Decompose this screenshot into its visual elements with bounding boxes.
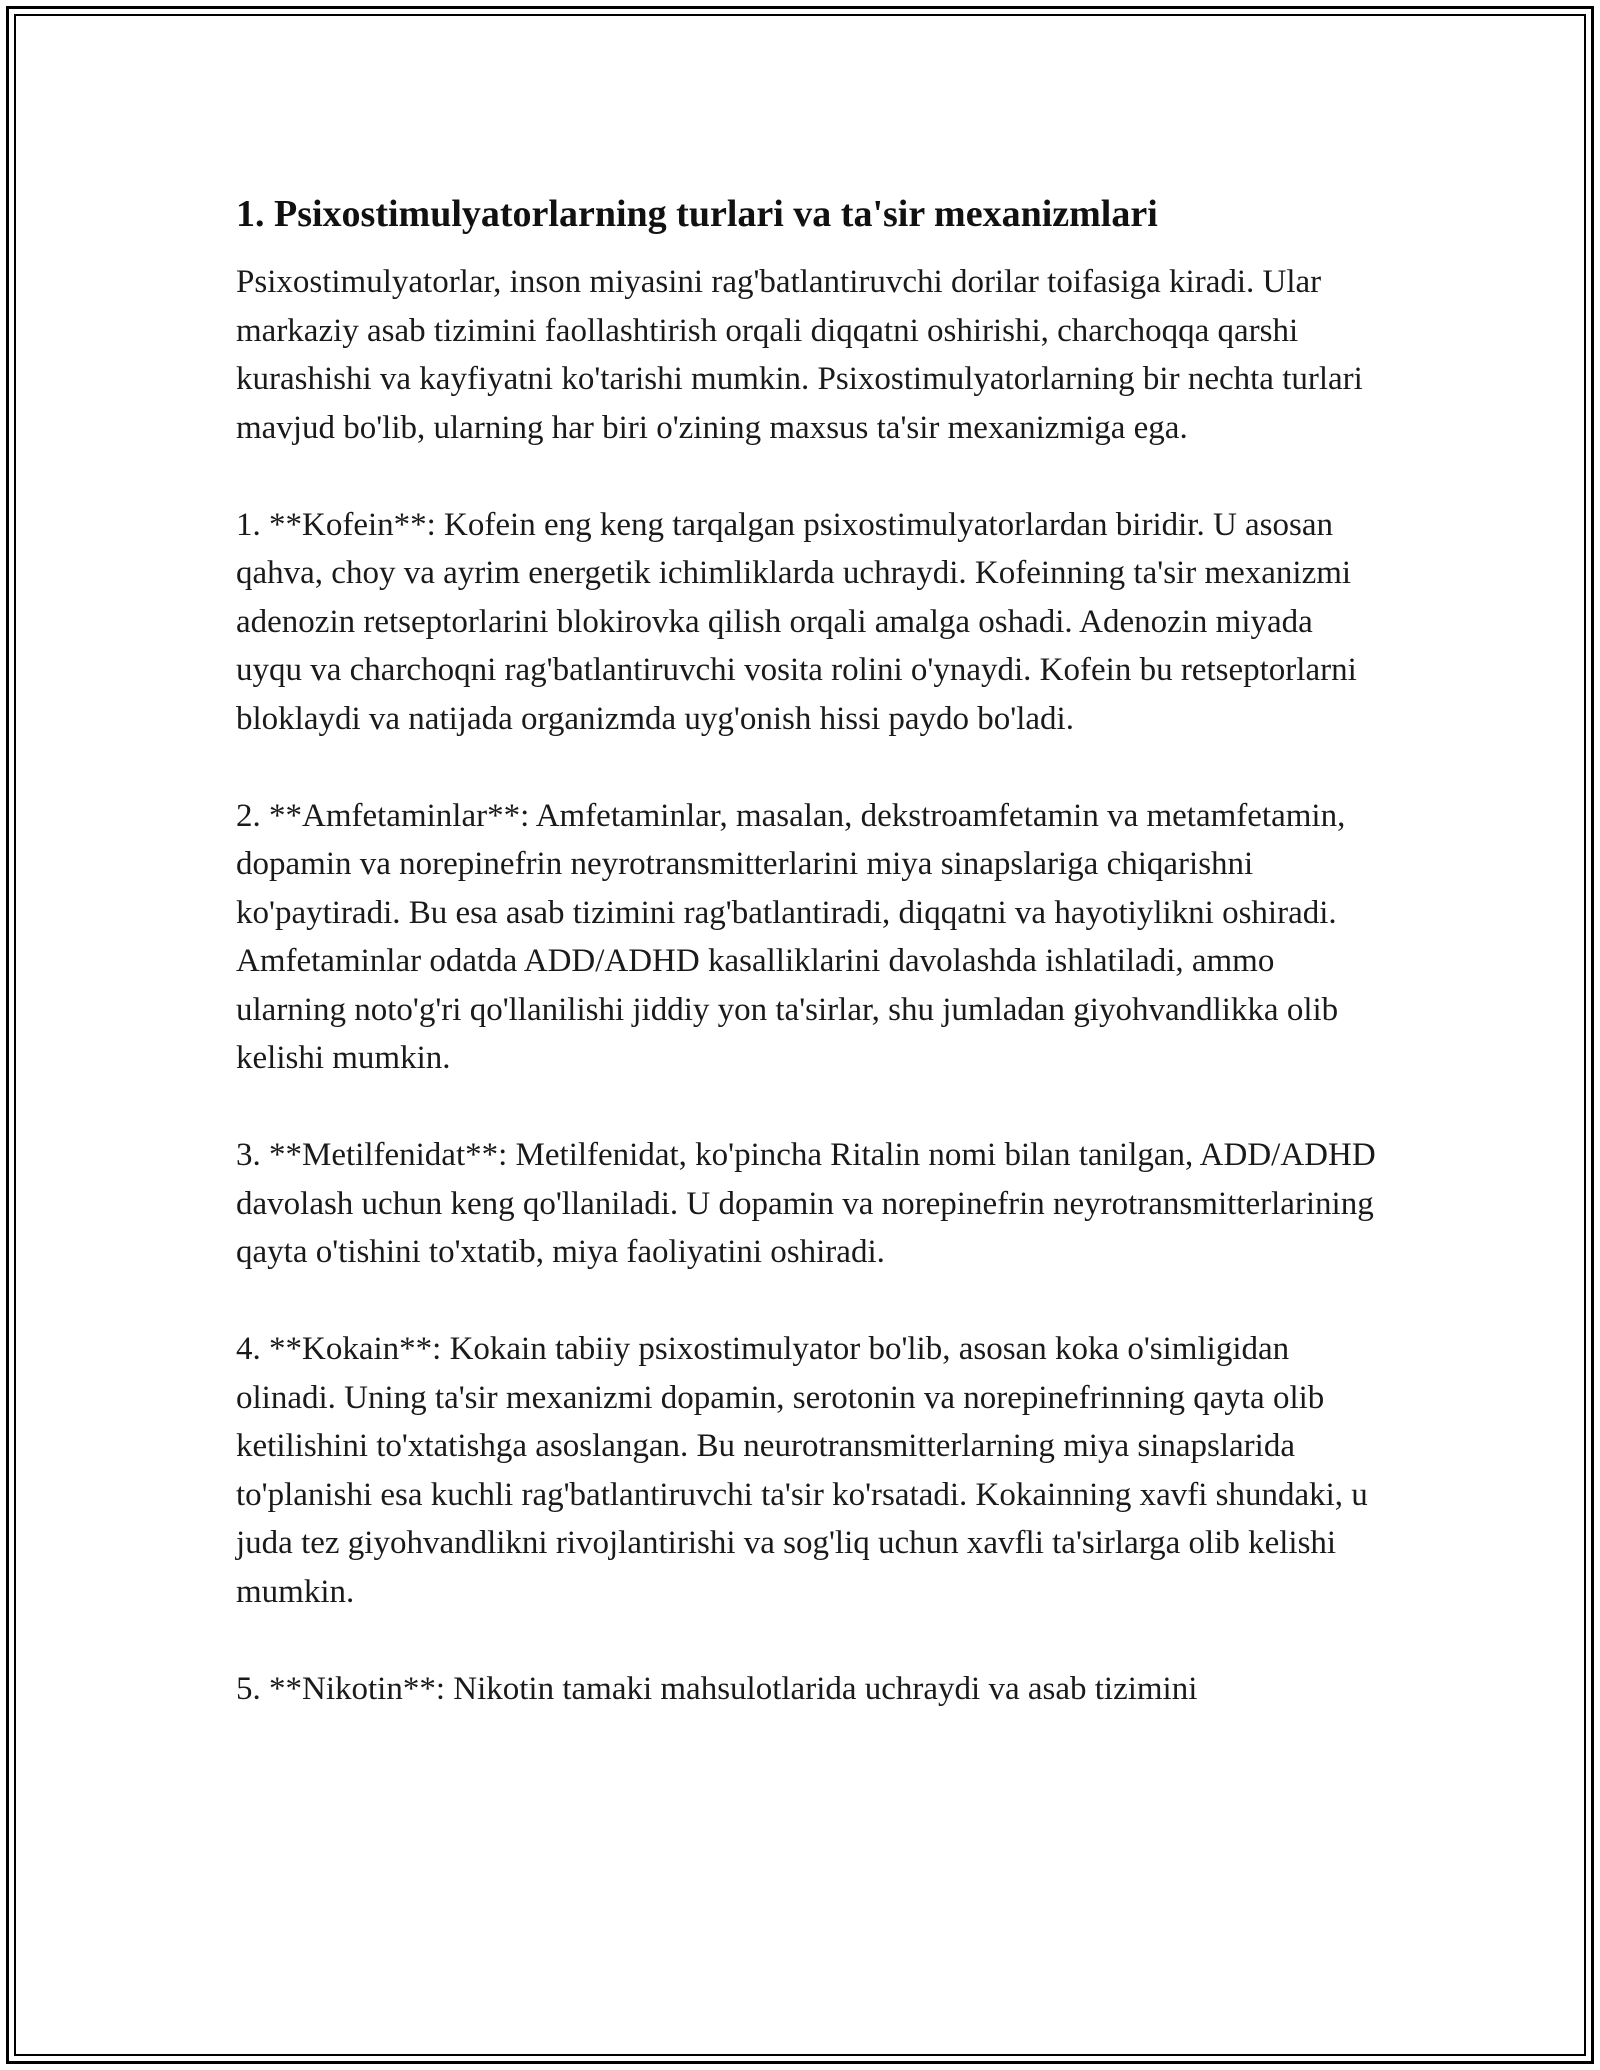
intro-paragraph: Psixostimulyatorlar, inson miyasini rag'batlantiruvchi dorilar toifasiga kiradi. Ular markaziy asab tizimini faollashtirish orqali diqqatni oshirishi, charchoqqa qarshi kurashishi va kayfiyatni ko'tarishi mumkin. Psixostimulyatorlarning bir nechta turlari mavjud bo'lib, ularning har biri o'zining maxsus ta'sir mexanizmiga ega. (236, 264, 1363, 446)
paragraph-nikotin: 5. **Nikotin**: Nikotin tamaki mahsulotlarida uchraydi va asab tizimini (236, 1670, 1198, 1707)
paragraph-metilfenidat: 3. **Metilfenidat**: Metilfenidat, ko'pincha Ritalin nomi bilan tanilgan, ADD/ADHD davolash uchun keng qo'llaniladi. U dopamin va norepinefrin neyrotransmitterlarining qayta o'tishini to'xtatib, miya faoliyatini oshiradi. (236, 1137, 1376, 1270)
paragraph-kofein: 1. **Kofein**: Kofein eng keng tarqalgan psixostimulyatorlardan biridir. U asosan qahva, choy va ayrim energetik ichimliklarda uchraydi. Kofeinning ta'sir mexanizmi adenozin retseptorlarini blokirovka qilish orqali amalga oshadi. Adenozin miyada uyqu va charchoqni rag'batlantiruvchi vosita rolini o'ynaydi. Kofein bu retseptorlarni bloklaydi va natijada organizmda uyg'onish hissi paydo bo'ladi. (236, 506, 1357, 737)
section-heading: 1. Psixostimulyatorlarning turlari va ta'sir mexanizmlari (236, 193, 1158, 235)
paragraph-amfetaminlar: 2. **Amfetaminlar**: Amfetaminlar, masalan, dekstroamfetamin va metamfetamin, dopamin va norepinefrin neyrotransmitterlarini miya sinapslariga chiqarishni ko'paytiradi. Bu esa asab tizimini rag'batlantiradi, diqqatni va hayotiylikni oshiradi. Amfetaminlar odatda ADD/ADHD kasalliklarini davolashda ishlatiladi, ammo ularning noto'g'ri qo'llanilishi jiddiy yon ta'sirlar, shu jumladan giyohvandlikka olib kelishi mumkin. (236, 797, 1346, 1076)
document-body (236, 190, 1376, 1713)
paragraph-kokain: 4. **Kokain**: Kokain tabiiy psixostimulyator bo'lib, asosan koka o'simligidan olinadi. Uning ta'sir mexanizmi dopamin, serotonin va norepinefrinning qayta olib ketilishini to'xtatishga asoslangan. Bu neurotransmitterlarning miya sinapslarida to'planishi esa kuchli rag'batlantiruvchi ta'sir ko'rsatadi. Kokainning xavfi shundaki, u juda tez giyohvandlikni rivojlantirishi va sog'liq uchun xavfli ta'sirlarga olib kelishi mumkin. (236, 1331, 1368, 1610)
